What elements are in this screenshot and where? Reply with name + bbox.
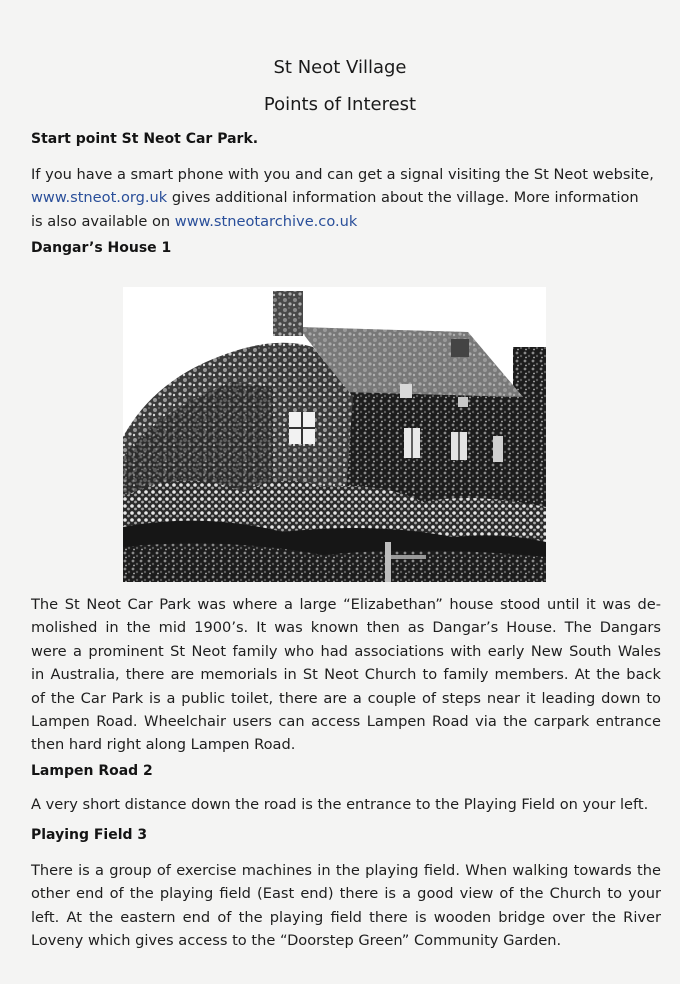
section-heading-dangars-house: Dangar’s House 1 — [31, 240, 172, 256]
section-heading-playing-field: Playing Field 3 — [31, 827, 148, 843]
section-heading-lampen-road: Lampen Road 2 — [31, 763, 153, 779]
document-subtitle: Points of Interest — [263, 94, 417, 115]
dangars-house-paragraph — [31, 593, 661, 757]
paragraph-line: in Australia, there are memorials in St Neot Church to family members. At the back — [31, 666, 661, 684]
paragraph-line: of the Car Park is a public toilet, there are a couple of steps near it leading down to — [31, 689, 661, 707]
paragraph-line: Lampen Road. Wheelchair users can access Lampen Road via the carpark entrance — [31, 713, 661, 731]
paragraph-line: A very short distance down the road is the entrance to the Playing Field on your left. — [31, 796, 649, 813]
paragraph-line: molished in the mid 1900’s. It was known then as Dangar’s House. The Dangars — [31, 619, 661, 637]
paragraph-line: left. At the eastern end of the playing field there is wooden bridge over the River — [31, 908, 661, 926]
paragraph-line: other end of the playing field (East end) there is a good view of the Church to your — [31, 885, 661, 903]
playing-field-paragraph — [31, 859, 661, 953]
document-title: St Neot Village — [273, 57, 407, 78]
paragraph-line: were a prominent St Neot family who had associations with early New South Wales — [31, 642, 661, 660]
start-point-heading: Start point St Neot Car Park. — [31, 131, 259, 147]
paragraph-line: then hard right along Lampen Road. — [31, 736, 296, 754]
paragraph-line: There is a group of exercise machines in the playing field. When walking towards the — [31, 862, 661, 879]
intro-line-1: If you have a smart phone with you and can get a signal visiting the St Neot website, — [31, 166, 654, 183]
paragraph-line: The St Neot Car Park was where a large “Elizabethan” house stood until it was de- — [31, 596, 661, 613]
paragraph-line: Loveny which gives access to the “Doorstep Green” Community Garden. — [31, 932, 562, 950]
house-photo-illustration — [123, 287, 546, 582]
lampen-road-paragraph — [31, 793, 661, 816]
intro-paragraph — [31, 163, 661, 233]
stneot-website-link[interactable]: www.stneot.org.uk — [31, 189, 168, 207]
stneot-archive-link[interactable]: www.stneotarchive.co.uk — [174, 212, 358, 230]
intro-line-2-text: gives additional information about the village. More information — [167, 189, 639, 207]
intro-line-3 — [31, 210, 661, 233]
intro-line-2 — [31, 186, 661, 209]
dangars-house-photo — [123, 287, 546, 582]
intro-line-3-text: is also available on — [31, 212, 175, 230]
